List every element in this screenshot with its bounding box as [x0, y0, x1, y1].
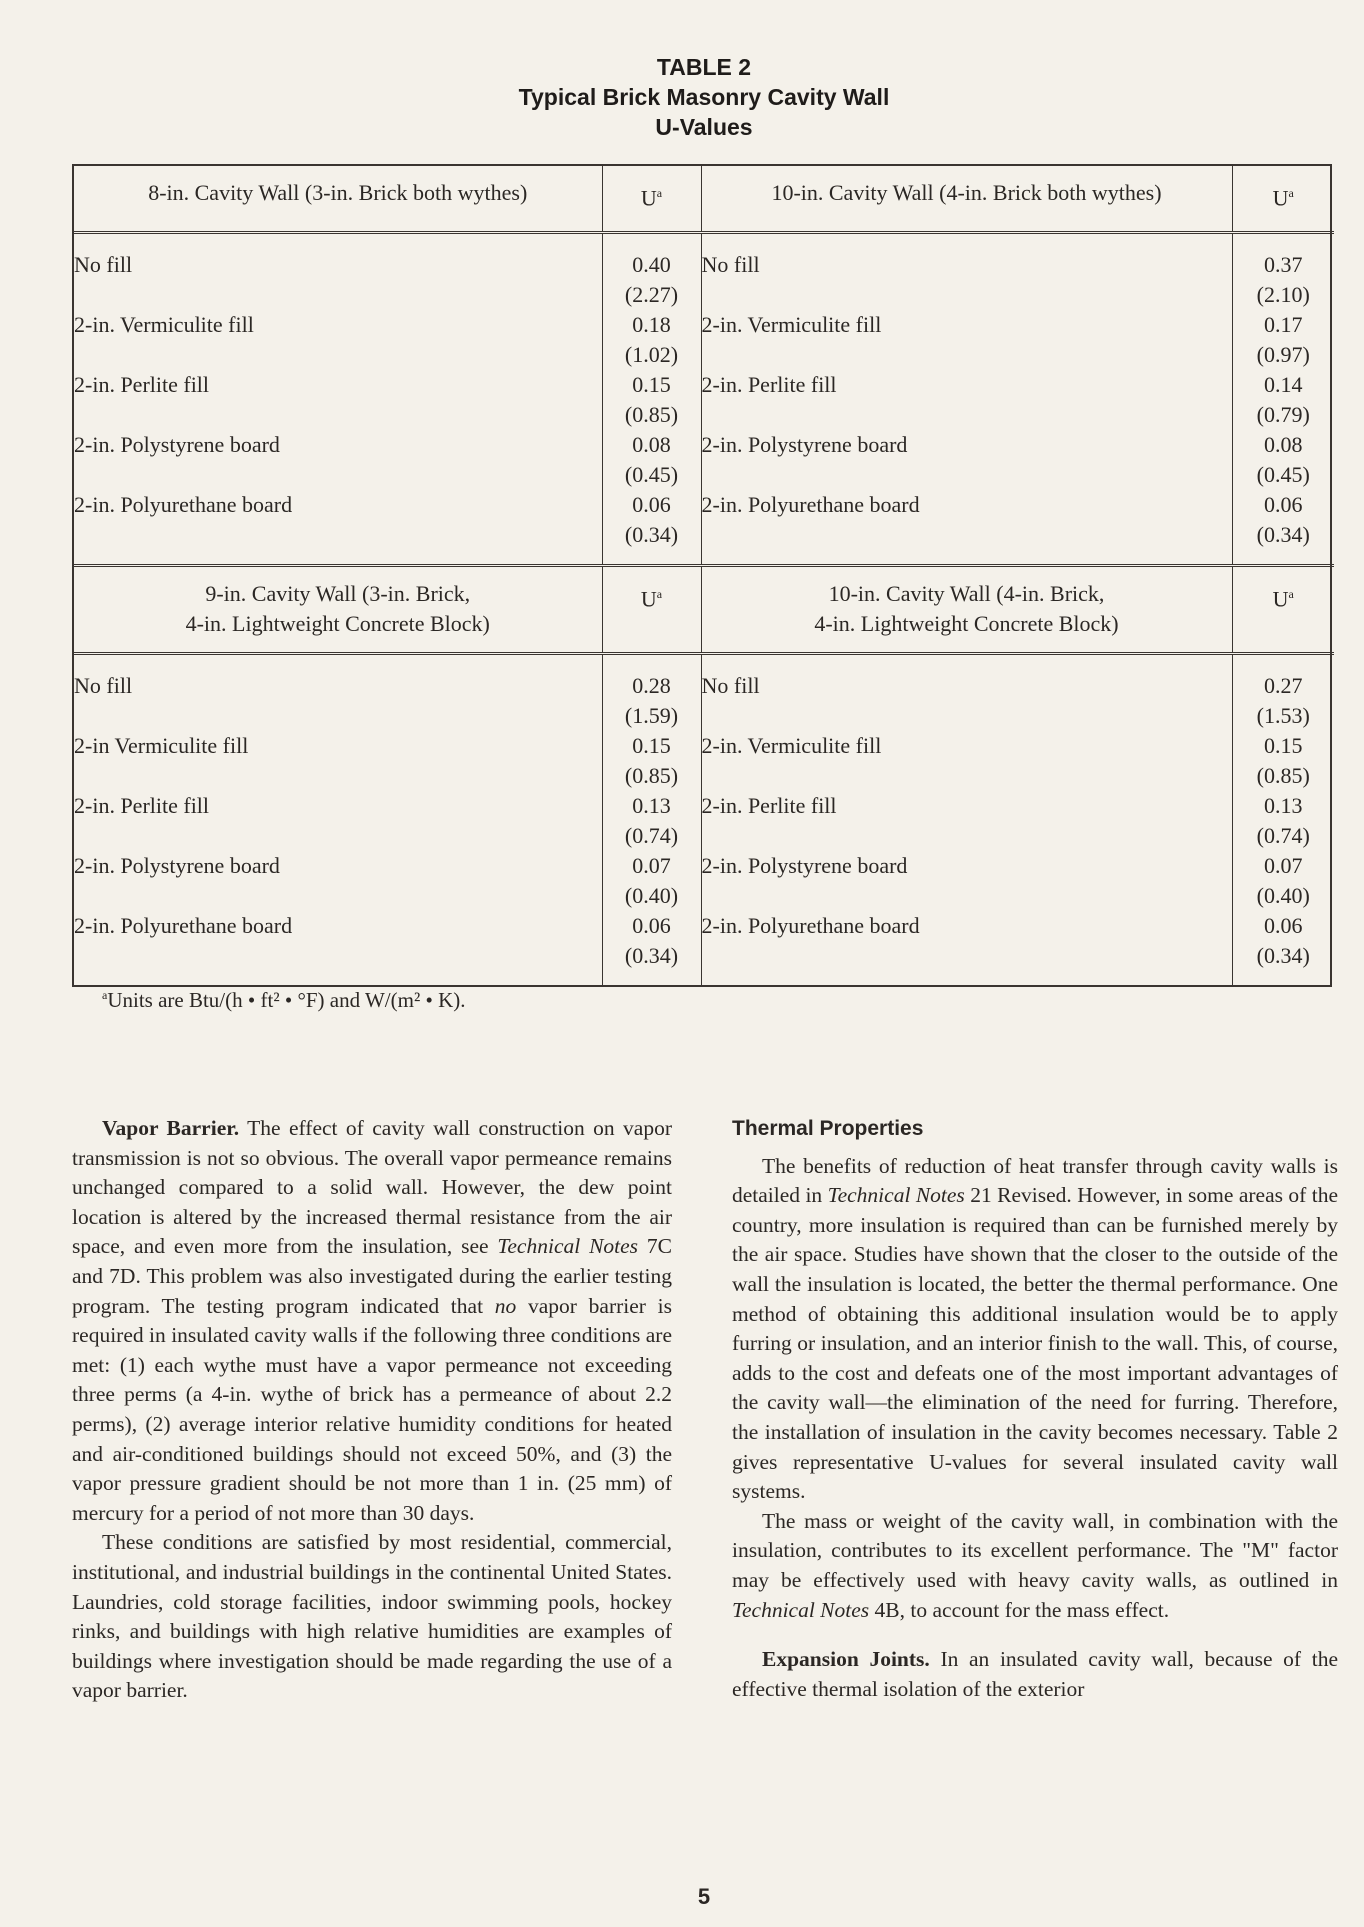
table-title: Typical Brick Masonry Cavity Wall — [518, 84, 890, 110]
table-cell: 0.07 (0.40) — [624, 853, 679, 908]
section2-right-labels — [701, 654, 1232, 986]
table-body-section-2 — [74, 654, 1334, 986]
table-cell: 0.37 (2.10) — [1256, 252, 1310, 307]
table-cell: 0.14 (0.79) — [1256, 372, 1310, 427]
table-header-row — [74, 166, 1334, 233]
header-9in-cavity-wall: 9-in. Cavity Wall (3-in. Brick, 4-in. Lightweight Concrete Block) — [74, 566, 602, 654]
table-cell: 2-in. Vermiculite fill — [701, 733, 882, 758]
vapor-barrier-heading: Vapor Barrier. — [102, 1116, 240, 1140]
header-10in-block-cavity-wall: 10-in. Cavity Wall (4-in. Brick, 4-in. Lightweight Concrete Block) — [701, 566, 1232, 654]
table-cell: 0.28 (1.59) — [624, 673, 679, 728]
table-cell: 0.06 (0.34) — [1256, 492, 1310, 547]
table-cell: 0.08 (0.45) — [624, 432, 679, 487]
conditions-paragraph: These conditions are satisfied by most residential, commercial, institutional, and industrial buildings in the continental United States. Laundries, cold storage facilities, indoor swimming pools, hockey rinks, and buildings with high relative humidities are examples of buildings where investigation should be made regarding the use of a vapor barrier. — [72, 1530, 672, 1703]
table-cell: 2-in. Vermiculite fill — [701, 312, 882, 337]
u-values-table — [72, 164, 1332, 987]
table-cell: 0.06 (0.34) — [1256, 913, 1310, 968]
expansion-joints-paragraph: Expansion Joints. In an insulated cavity wall, because of the effective thermal isolation of the exterior — [732, 1647, 1338, 1701]
table-cell: No fill — [701, 673, 760, 698]
table-cell: No fill — [74, 673, 133, 698]
thermal-properties-heading: Thermal Properties — [732, 1117, 924, 1140]
table-cell: 0.15 (0.85) — [1256, 733, 1310, 788]
table-cell: 0.08 (0.45) — [1256, 432, 1310, 487]
table-cell: 2-in. Vermiculite fill — [74, 312, 254, 337]
section2-right-values — [1232, 654, 1334, 986]
section1-labels — [74, 233, 602, 566]
table-cell: 0.06 (0.34) — [624, 492, 679, 547]
header-u-right: $U^a$ — [1232, 166, 1334, 233]
table-subtitle: U-Values — [655, 114, 753, 140]
right-column — [732, 1114, 1338, 1704]
vapor-barrier-paragraph: Vapor Barrier. The effect of cavity wall construction on vapor transmission is not so obvious. The overall vapor permeance remains unchanged compared to a solid wall. However, the dew point location is altered by the increased thermal resistance from the air space, and even more from the insulation, see Technical Notes 7C and 7D. This problem was also investigated during the earlier testing program. The testing program indicated that no vapor barrier is required in insulated cavity walls if the following three conditions are met: (1) each wythe must have a vapor permeance not exceeding three perms (a 4-in. wythe of brick has a permeance of about 2.2 perms), (2) average interior relative humidity conditions for heated and air-conditioned buildings should not exceed 50%, and (3) the vapor pressure gradient should be not more than 1 in. (25 mm) of mercury for a period of not more than 30 days. — [72, 1116, 672, 1525]
table-cell: 0.07 (0.40) — [1256, 853, 1310, 908]
header-u-left: $U^a$ — [602, 166, 701, 233]
table-cell: 0.06 (0.34) — [624, 913, 679, 968]
table-cell: 2-in. Polyurethane board — [701, 913, 920, 938]
header-10in-cavity-wall: 10-in. Cavity Wall (4-in. Brick both wythes) — [701, 166, 1232, 233]
section1-left-values — [602, 233, 701, 566]
table-caption — [0, 52, 1364, 142]
left-column — [72, 1114, 672, 1706]
table-cell: 0.15 (0.85) — [624, 372, 679, 427]
page-number: 5 — [697, 1884, 711, 1909]
table-cell: 2-in. Perlite fill — [701, 793, 837, 818]
table-cell: 0.40 (2.27) — [624, 252, 679, 307]
section1-right-labels — [701, 233, 1232, 566]
table-cell: 0.27 (1.53) — [1256, 673, 1310, 728]
table-cell: 0.15 (0.85) — [624, 733, 679, 788]
thermal-paragraph-2: The mass or weight of the cavity wall, in combination with the insulation, contributes to its excellent performance. The "M" factor may be effectively used with heavy cavity walls, as outlined in Technical Notes 4B, to account for the mass effect. — [732, 1508, 1338, 1622]
header-u-right-2: $U^a$ — [1232, 566, 1334, 654]
table-body-section-1 — [74, 233, 1334, 566]
table-cell: No fill — [701, 252, 760, 277]
thermal-paragraph-1: The benefits of reduction of heat transfer through cavity walls is detailed in Technical Notes 21 Revised. However, in some areas of the country, more insulation is required than can be furnished merely by the air space. Studies have shown that the closer to the outside of the wall the insulation is located, the better the thermal performance. One method of obtaining this additional insulation would be to apply furring or insulation, and an interior finish to the wall. This, of course, adds to the cost and defeats one of the most important advantages of the cavity wall—the elimination of the need for furring. Therefore, the installation of insulation in the cavity becomes necessary. Table 2 gives representative U-values for several insulated cavity wall systems. — [732, 1153, 1338, 1504]
table-cell: 2-in. Polystyrene board — [701, 853, 908, 878]
table-cell: 2-in. Perlite fill — [74, 372, 210, 397]
table-cell: 2-in. Polystyrene board — [74, 432, 280, 457]
table-cell: 2-in. Polystyrene board — [74, 853, 280, 878]
section1-right-values — [1232, 233, 1334, 566]
table-cell: 2-in. Polystyrene board — [701, 432, 908, 457]
expansion-joints-heading: Expansion Joints. — [762, 1647, 930, 1672]
table-header-row-2 — [74, 566, 1334, 654]
table-number: TABLE 2 — [656, 54, 752, 80]
table-cell: 2-in. Polyurethane board — [74, 913, 293, 938]
table-cell: 0.17 (0.97) — [1256, 312, 1310, 367]
table-cell: 0.18 (1.02) — [624, 312, 679, 367]
table-footnote: $^a$Units are Btu/(h • ft² • °F) and W/(m² • K). — [102, 988, 466, 1012]
table-cell: 2-in. Polyurethane board — [74, 492, 293, 517]
table-cell: No fill — [74, 252, 133, 277]
section2-left-values — [602, 654, 701, 986]
table-cell: 2-in Vermiculite fill — [74, 733, 249, 758]
table-cell: 2-in. Polyurethane board — [701, 492, 920, 517]
table-cell: 2-in. Perlite fill — [701, 372, 837, 397]
table-cell: 0.13 (0.74) — [1256, 793, 1310, 848]
header-u-left-2: $U^a$ — [602, 566, 701, 654]
header-8in-cavity-wall: 8-in. Cavity Wall (3-in. Brick both wythes) — [74, 166, 602, 233]
table-cell: 0.13 (0.74) — [624, 793, 679, 848]
section2-labels — [74, 654, 602, 986]
table-cell: 2-in. Perlite fill — [74, 793, 210, 818]
